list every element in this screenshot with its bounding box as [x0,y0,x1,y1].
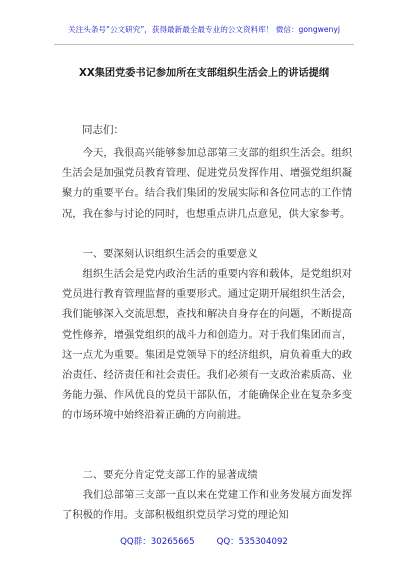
footer-qq-group: QQ群：30265665 [120,537,195,547]
footer-qq: QQ：535304092 [216,537,288,547]
section-heading-1: 一、要深刻认识组织生活会的重要意义 [82,248,258,260]
document-title: XX集团党委书记参加所在支部组织生活会上的讲话提纲 [78,68,330,79]
header-notice: 关注头条号“公文研究”，获得最新最全最专业的公文资料库！ 微信：gongwenyj [68,25,340,34]
header-divider [54,44,354,45]
footer-contact [0,535,408,549]
intro-paragraph: 今天，我很高兴能够参加总部第三支部的组织生活会。组织生活会是加强党员教育管理、促进党员发挥作用、增强党组织凝聚力的重要平台。结合我们集团的发展实际和各位同志的工作情况，我在参与讨论的同时，也想重点讲几点意见，供大家参考。 [62,147,352,220]
greeting: 同志们： [82,124,124,136]
section-2-paragraph: 我们总部第三支部一直以来在党建工作和业务发展方面发挥了积极的作用。支部积极组织党员学习党的理论知 [62,489,352,522]
section-heading-2: 二、要充分肯定党支部工作的显著成绩 [82,469,258,481]
section-1-paragraph: 组织生活会是党内政治生活的重要内容和载体，是党组织对党员进行教育管理监督的重要形式。通过定期开展组织生活会，我们能够深入交流思想，查找和解决自身存在的问题，不断提高党性修养，增强党组织的战斗力和创造力。对于我们集团而言，这一点尤为重要。集团是党领导下的经济组织，肩负着重大的政治责任、经济责任和社会责任。我们必须有一支政治素质高、业务能力强、作风优良的党员干部队伍，才能确保企业在复杂多变的市场环境中始终沿着正确的方向前进。 [62,268,352,422]
